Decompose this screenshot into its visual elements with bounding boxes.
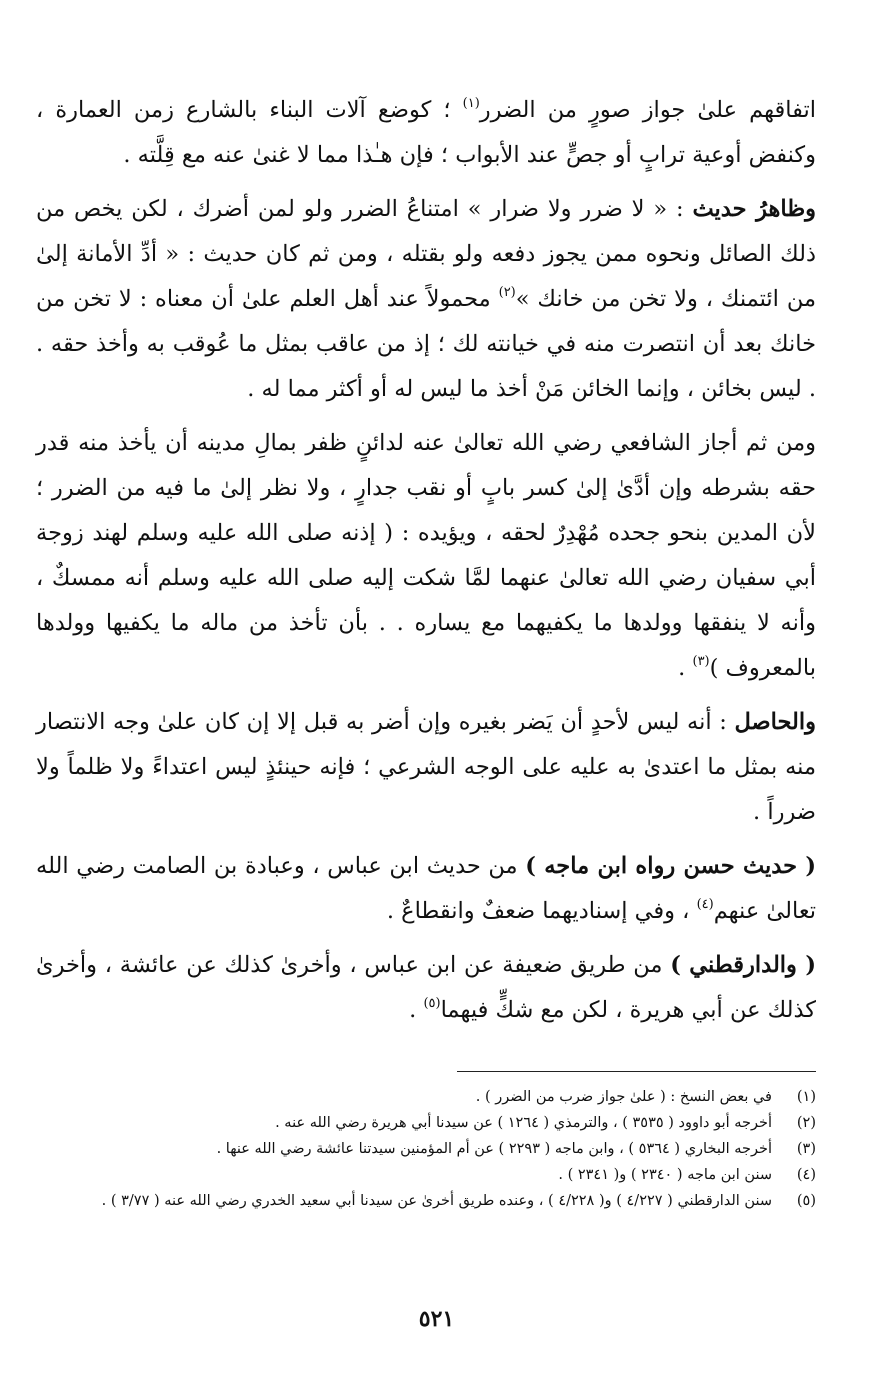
paragraph-2-lead: وظاهرُ حديث <box>692 196 816 222</box>
paragraph-4 <box>36 700 816 835</box>
paragraph-6-text-a: من طريق ضعيفة عن ابن عباس ، وأخرىٰ كذلك عن عائشة ، وأخرىٰ كذلك عن أبي هريرة ، لكن مع شكٍّ فيهما <box>36 952 816 1023</box>
footnote-number: (٥) <box>796 1193 816 1209</box>
footnote-ref-3[interactable]: (٣) <box>692 653 710 669</box>
paragraph-6-lead: ( والدارقطني ) <box>670 952 816 978</box>
paragraph-5-text-a: من حديث ابن عباس ، وعبادة بن الصامت رضي الله تعالىٰ عنهم <box>36 853 816 924</box>
footnote-5 <box>36 1188 816 1214</box>
paragraph-2-text-b: محمولاً عند أهل العلم علىٰ أن معناه : لا تخن من خانك بعد أن انتصرت منه في خيانته لك ؛ إذ من عاقب بمثل ما عُوقب به وأخذ حقه . . ليس بخائن ، وإنما الخائن مَنْ أخذ ما ليس له أو أكثر مما له . <box>36 286 816 402</box>
paragraph-2 <box>36 187 816 412</box>
footnote-number: (٢) <box>796 1115 816 1131</box>
footnote-ref-2[interactable]: (٢) <box>498 284 516 300</box>
paragraph-3-text-b: . <box>678 655 693 681</box>
footnote-text: في بعض النسخ : ( علىٰ جواز ضرب من الضرر ) . <box>475 1089 772 1105</box>
paragraph-4-lead: والحاصل <box>734 709 816 735</box>
footnote-number: (٣) <box>796 1141 816 1157</box>
footnote-ref-4[interactable]: (٤) <box>696 896 714 912</box>
paragraph-3 <box>36 421 816 691</box>
footnote-text: أخرجه البخاري ( ٥٣٦٤ ) ، وابن ماجه ( ٢٢٩٣ ) عن أم المؤمنين سيدتنا عائشة رضي الله عنها . <box>216 1141 772 1157</box>
footnote-number: (١) <box>796 1089 816 1105</box>
footnote-separator <box>457 1071 816 1072</box>
paragraph-1-text-b: ؛ كوضع آلات البناء بالشارع زمن العمارة ، وكنفض أوعية ترابٍ أو جصٍّ عند الأبواب ؛ فإن هـٰذا مما لا غنىٰ عنه مع قِلَّته . <box>36 97 816 168</box>
paragraph-3-text-a: ومن ثم أجاز الشافعي رضي الله تعالىٰ عنه لدائنٍ ظفر بمالِ مدينه أن يأخذ منه قدر حقه بشرطه وإن أدَّىٰ إلىٰ كسر بابٍ أو نقب جدارٍ ، ولا نظر إلىٰ ما فيه من الضرر ؛ لأن المدين بنحو جحده مُهْدِرٌ لحقه ، ويؤيده : ( إذنه صلى الله عليه وسلم لهند زوجة أبي سفيان رضي الله تعالىٰ عنهما لمَّا شكت إليه صلى الله عليه وسلم أنه ممسكٌ ، وأنه لا ينفقها وولدها ما يكفيهما مع يساره . . بأن تأخذ من ماله ما يكفيها وولدها بالمعروف ) <box>36 430 816 681</box>
main-text <box>36 88 816 1042</box>
paragraph-5-text-b: ، وفي إسناديهما ضعفٌ وانقطاعٌ . <box>386 898 697 924</box>
footnote-2 <box>36 1110 816 1136</box>
footnote-1 <box>36 1084 816 1110</box>
footnote-3 <box>36 1136 816 1162</box>
paragraph-2-text-a: : « لا ضرر ولا ضرار » امتناعُ الضرر ولو لمن أضرك ، لكن يخص من ذلك الصائل ونحوه ممن يجوز دفعه ولو بقتله ، ومن ثم كان حديث : « أدِّ الأمانة إلىٰ من ائتمنك ، ولا تخن من خانك » <box>36 196 816 312</box>
footnote-text: سنن الدارقطني ( ٤/٢٢٧ ) و( ٤/٢٢٨ ) ، وعنده طريق أخرىٰ عن سيدنا أبي سعيد الخدري رضي الله عنه ( ٣/٧٧ ) . <box>101 1193 772 1209</box>
footnote-number: (٤) <box>796 1167 816 1183</box>
paragraph-4-text-a: : أنه ليس لأحدٍ أن يَضر بغيره وإن أضر به قبل إلا إن كان علىٰ وجه الانتصار منه بمثل ما اعتدىٰ به عليه على الوجه الشرعي ؛ فإنه حينئذٍ ليس اعتداءً ولا ظلماً ولا ضرراً . <box>36 709 816 825</box>
footnote-4 <box>36 1162 816 1188</box>
page-number: ٥٢١ <box>418 1306 455 1332</box>
footnote-text: أخرجه أبو داوود ( ٣٥٣٥ ) ، والترمذي ( ١٢٦٤ ) عن سيدنا أبي هريرة رضي الله عنه . <box>275 1115 772 1131</box>
footnote-text: سنن ابن ماجه ( ٢٣٤٠ ) و( ٢٣٤١ ) . <box>558 1167 772 1183</box>
paragraph-6 <box>36 943 816 1033</box>
paragraph-5-lead: ( حديث حسن رواه ابن ماجه ) <box>525 853 817 879</box>
footnotes <box>36 1084 816 1214</box>
footnote-ref-5[interactable]: (٥) <box>423 995 441 1011</box>
paragraph-6-text-b: . <box>409 997 424 1023</box>
footnote-ref-1[interactable]: (١) <box>462 95 480 111</box>
paragraph-5 <box>36 844 816 934</box>
paragraph-1 <box>36 88 816 178</box>
paragraph-1-text-a: اتفاقهم علىٰ جواز صورٍ من الضرر <box>479 97 816 123</box>
